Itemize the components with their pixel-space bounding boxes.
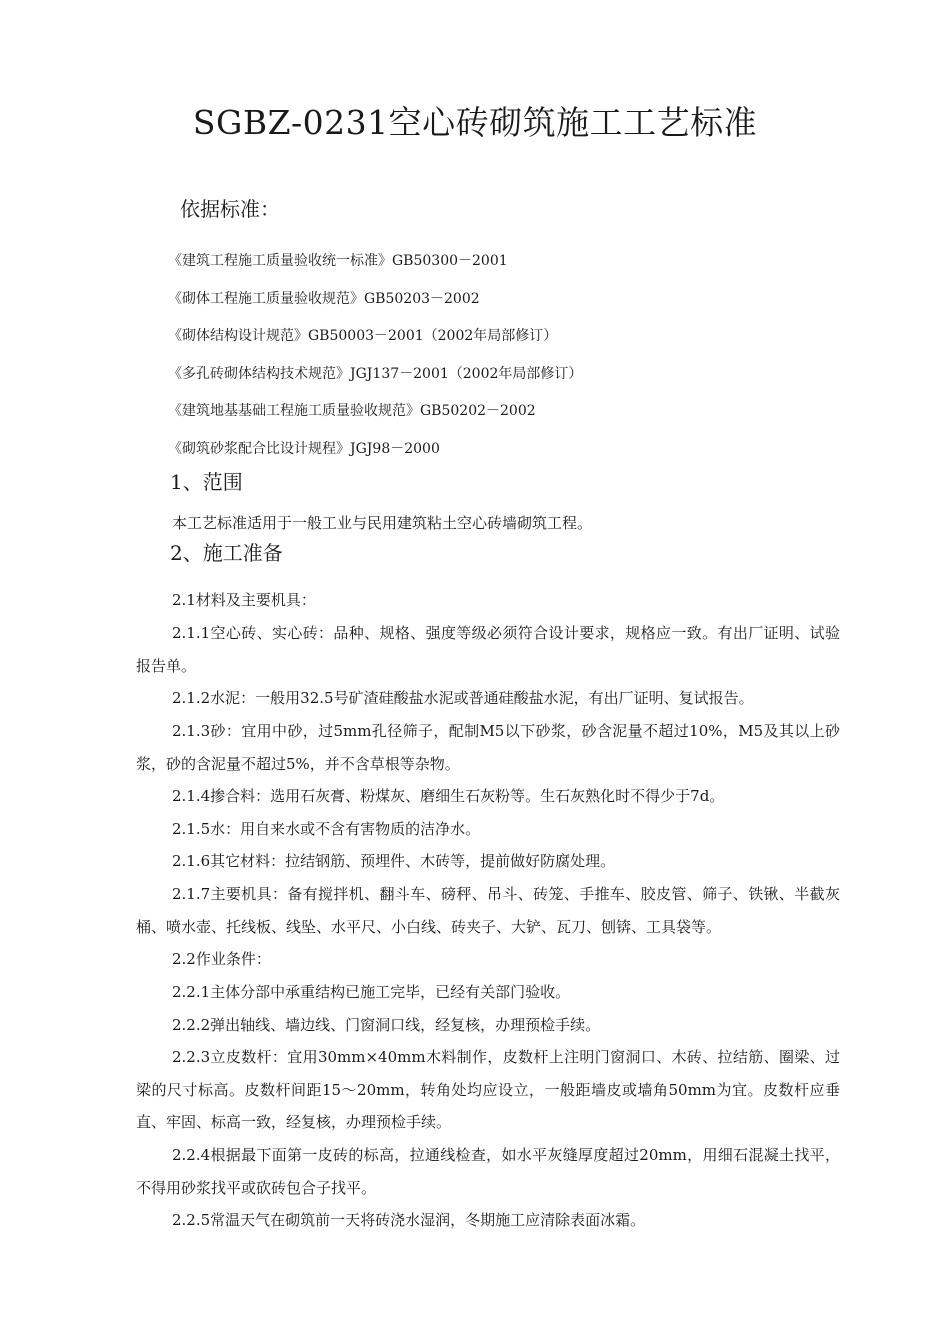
- paragraph-2-2-3: 2.2.3立皮数杆：宜用30mm×40mm木料制作，皮数杆上注明门窗洞口、木砖、拉结筋、圈梁、过梁的尺寸标高。皮数杆间距15～20mm，转角处均应设立，一般距墙皮或墙角50mm为宜。皮数杆应垂直、牢固、标高一致，经复核，办理预检手续。: [136, 1048, 840, 1132]
- standard-item: 《砌体结构设计规范》GB50003－2001（2002年局部修订）: [168, 328, 558, 345]
- standards-list: [168, 243, 582, 469]
- basis-heading: 依据标准：: [180, 197, 280, 221]
- section-1-heading: 1、范围: [170, 470, 243, 494]
- standard-item: 《砌体工程施工质量验收规范》GB50203－2002: [168, 290, 480, 307]
- paragraph-2-1-7: 2.1.7主要机具：备有搅拌机、翻斗车、磅秤、吊斗、砖笼、手推车、胶皮管、筛子、铁锹、半截灰桶、喷水壶、托线板、线坠、水平尺、小白线、砖夹子、大铲、瓦刀、刨锛、工具袋等。: [136, 885, 840, 936]
- paragraph-2-1-5: 2.1.5水：用自来水或不含有害物质的洁净水。: [172, 820, 481, 838]
- paragraph-2-1-2: 2.1.2水泥：一般用32.5号矿渣硅酸盐水泥或普通硅酸盐水泥，有出厂证明、复试报告。: [172, 689, 754, 707]
- standard-item: 《砌筑砂浆配合比设计规程》JGJ98－2000: [168, 440, 440, 457]
- standard-item: 《建筑地基基础工程施工质量验收规范》GB50202－2002: [168, 403, 536, 420]
- paragraph-2-2-1: 2.2.1主体分部中承重结构已施工完毕，已经有关部门验收。: [172, 983, 571, 1001]
- section-2-heading: 2、施工准备: [170, 541, 283, 565]
- paragraph-2-1-1: 2.1.1空心砖、实心砖：品种、规格、强度等级必须符合设计要求，规格应一致。有出厂证明、试验报告单。: [136, 624, 840, 675]
- paragraph-2-1-3: 2.1.3砂：宜用中砂，过5mm孔径筛子，配制M5以下砂浆，砂含泥量不超过10%，M5及其以上砂浆，砂的含泥量不超过5%，并不含草根等杂物。: [136, 722, 840, 773]
- document-title: SGBZ-0231空心砖砌筑施工工艺标准: [192, 103, 758, 142]
- standard-item: 《多孔砖砌体结构技术规范》JGJ137－2001（2002年局部修订）: [168, 365, 583, 382]
- paragraph-2-2-2: 2.2.2弹出轴线、墙边线、门窗洞口线，经复核，办理预检手续。: [172, 1016, 601, 1034]
- paragraph-2-2: 2.2作业条件：: [172, 950, 271, 968]
- standard-item: 《建筑工程施工质量验收统一标准》GB50300－2001: [168, 253, 508, 269]
- paragraph-2-1-6: 2.1.6其它材料：拉结钢筋、预埋件、木砖等，提前做好防腐处理。: [172, 852, 616, 870]
- paragraph-2-1: 2.1材料及主要机具：: [172, 591, 316, 609]
- section-1-text: 本工艺标准适用于一般工业与民用建筑粘土空心砖墙砌筑工程。: [172, 514, 593, 532]
- paragraph-2-1-4: 2.1.4掺合料：选用石灰膏、粉煤灰、磨细生石灰粉等。生石灰熟化时不得少于7d。: [172, 787, 725, 805]
- paragraph-2-2-5: 2.2.5常温天气在砌筑前一天将砖浇水湿润，冬期施工应清除表面冰霜。: [172, 1211, 646, 1229]
- paragraph-2-2-4: 2.2.4根据最下面第一皮砖的标高，拉通线检查，如水平灰缝厚度超过20mm，用细石混凝土找平，不得用砂浆找平或砍砖包合子找平。: [136, 1146, 840, 1197]
